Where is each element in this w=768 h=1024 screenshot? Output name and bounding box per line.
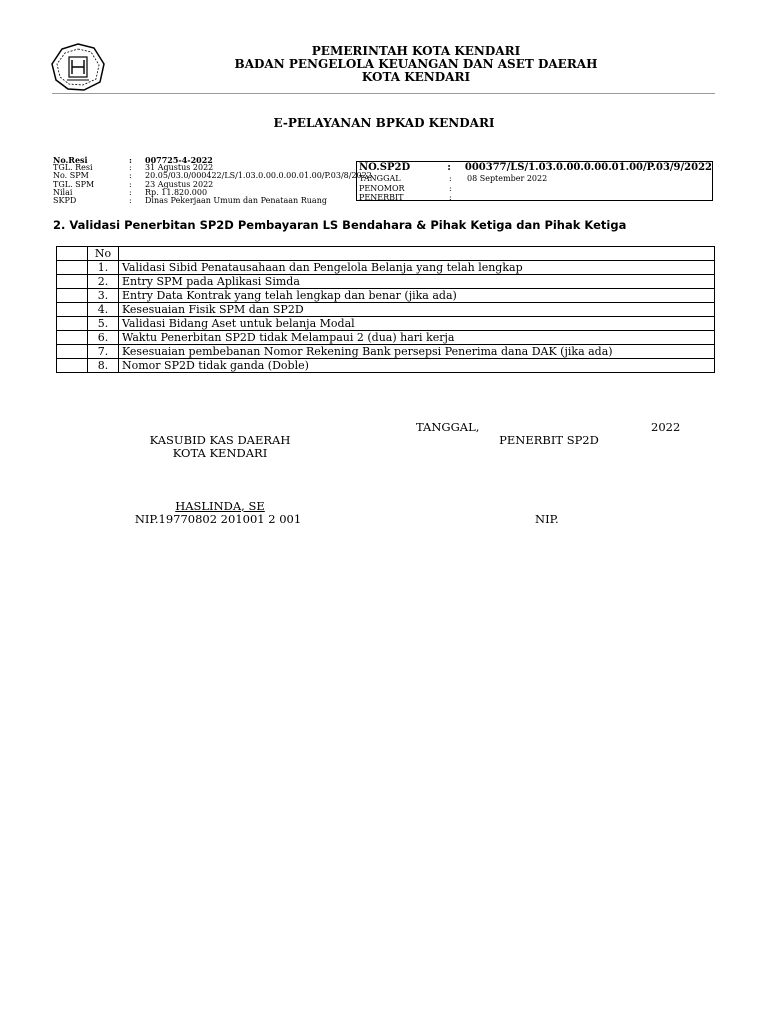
left-signer-nip: NIP.19770802 201001 2 001 — [134, 512, 302, 526]
signature-year: 2022 — [651, 420, 681, 434]
info-row-no-spm: No. SPM : 20.05/03.0/000422/LS/1.03.0.00.0.00.01.00/P.03/8/2022 — [53, 171, 372, 181]
check-cell — [57, 289, 88, 303]
column-header-item — [119, 247, 715, 261]
table-row — [57, 317, 715, 331]
row-number: 4. — [88, 303, 119, 317]
row-text: Kesesuaian pembebanan Nomor Rekening Bank persepsi Penerima dana DAK (jika ada) — [119, 345, 715, 359]
document-title: E-PELAYANAN BPKAD KENDARI — [273, 116, 495, 130]
sp2d-row-number: NO.SP2D : 000377/LS/1.03.0.00.0.00.01.00/P.03/9/2022 — [359, 162, 712, 173]
left-signer-subtitle: KOTA KENDARI — [172, 446, 268, 460]
sp2d-info-box — [356, 161, 713, 201]
table-row — [57, 303, 715, 317]
header-line-2: BADAN PENGELOLA KEUANGAN DAN ASET DAERAH — [234, 57, 598, 71]
header-line-1: PEMERINTAH KOTA KENDARI — [311, 44, 521, 58]
info-row-tgl-spm: TGL. SPM : 23 Agustus 2022 — [53, 179, 214, 189]
row-text: Waktu Penerbitan SP2D tidak Melampaui 2 (dua) hari kerja — [119, 331, 715, 345]
info-row-nilai: Nilai : Rp. 11.820.000 — [53, 187, 208, 197]
info-row-no-resi: No.Resi : 007725-4-2022 — [53, 155, 213, 165]
row-text: Kesesuaian Fisik SPM dan SP2D — [119, 303, 715, 317]
check-cell — [57, 317, 88, 331]
row-number: 7. — [88, 345, 119, 359]
left-signer-name: HASLINDA, SE — [175, 499, 265, 513]
check-cell — [57, 345, 88, 359]
table-row — [57, 345, 715, 359]
row-text: Entry SPM pada Aplikasi Simda — [119, 275, 715, 289]
check-cell — [57, 303, 88, 317]
row-text: Nomor SP2D tidak ganda (Doble) — [119, 359, 715, 373]
sp2d-row-penomor: PENOMOR : — [359, 183, 452, 193]
check-cell — [57, 359, 88, 373]
check-cell — [57, 275, 88, 289]
row-text: Validasi Bidang Aset untuk belanja Modal — [119, 317, 715, 331]
check-cell — [57, 261, 88, 275]
table-row — [57, 275, 715, 289]
info-row-tgl-resi: TGL. Resi : 31 Agustus 2022 — [53, 163, 214, 173]
left-signer-title: KASUBID KAS DAERAH — [149, 433, 291, 447]
check-cell — [57, 247, 88, 261]
header-divider — [52, 93, 715, 94]
sp2d-row-tanggal: TANGGAL : 08 September 2022 — [359, 174, 548, 183]
table-header-row — [57, 247, 715, 261]
table-row — [57, 359, 715, 373]
right-signer-nip: NIP. — [535, 512, 559, 526]
row-text: Entry Data Kontrak yang telah lengkap dan benar (jika ada) — [119, 289, 715, 303]
right-signer-title: PENERBIT SP2D — [499, 433, 599, 447]
row-number: 8. — [88, 359, 119, 373]
signature-date-label: TANGGAL, — [416, 420, 480, 434]
table-row — [57, 261, 715, 275]
row-number: 1. — [88, 261, 119, 275]
receipt-info — [53, 156, 372, 205]
row-number: 5. — [88, 317, 119, 331]
row-number: 3. — [88, 289, 119, 303]
validation-checklist-table — [56, 246, 715, 373]
row-number: 2. — [88, 275, 119, 289]
row-text: Validasi Sibid Penatausahaan dan Pengelola Belanja yang telah lengkap — [119, 261, 715, 275]
table-row — [57, 331, 715, 345]
check-cell — [57, 331, 88, 345]
table-row — [57, 289, 715, 303]
section-title: 2. Validasi Penerbitan SP2D Pembayaran LS Bendahara & Pihak Ketiga dan Pihak Ketiga — [53, 218, 627, 232]
sp2d-row-penerbit: PENERBIT : — [359, 193, 452, 202]
row-number: 6. — [88, 331, 119, 345]
kendari-emblem-logo — [50, 42, 106, 92]
info-row-skpd: SKPD : Dinas Pekerjaan Umum dan Penataan Ruang — [53, 196, 327, 206]
column-header-no: No — [88, 247, 119, 261]
header-line-3: KOTA KENDARI — [361, 70, 471, 84]
